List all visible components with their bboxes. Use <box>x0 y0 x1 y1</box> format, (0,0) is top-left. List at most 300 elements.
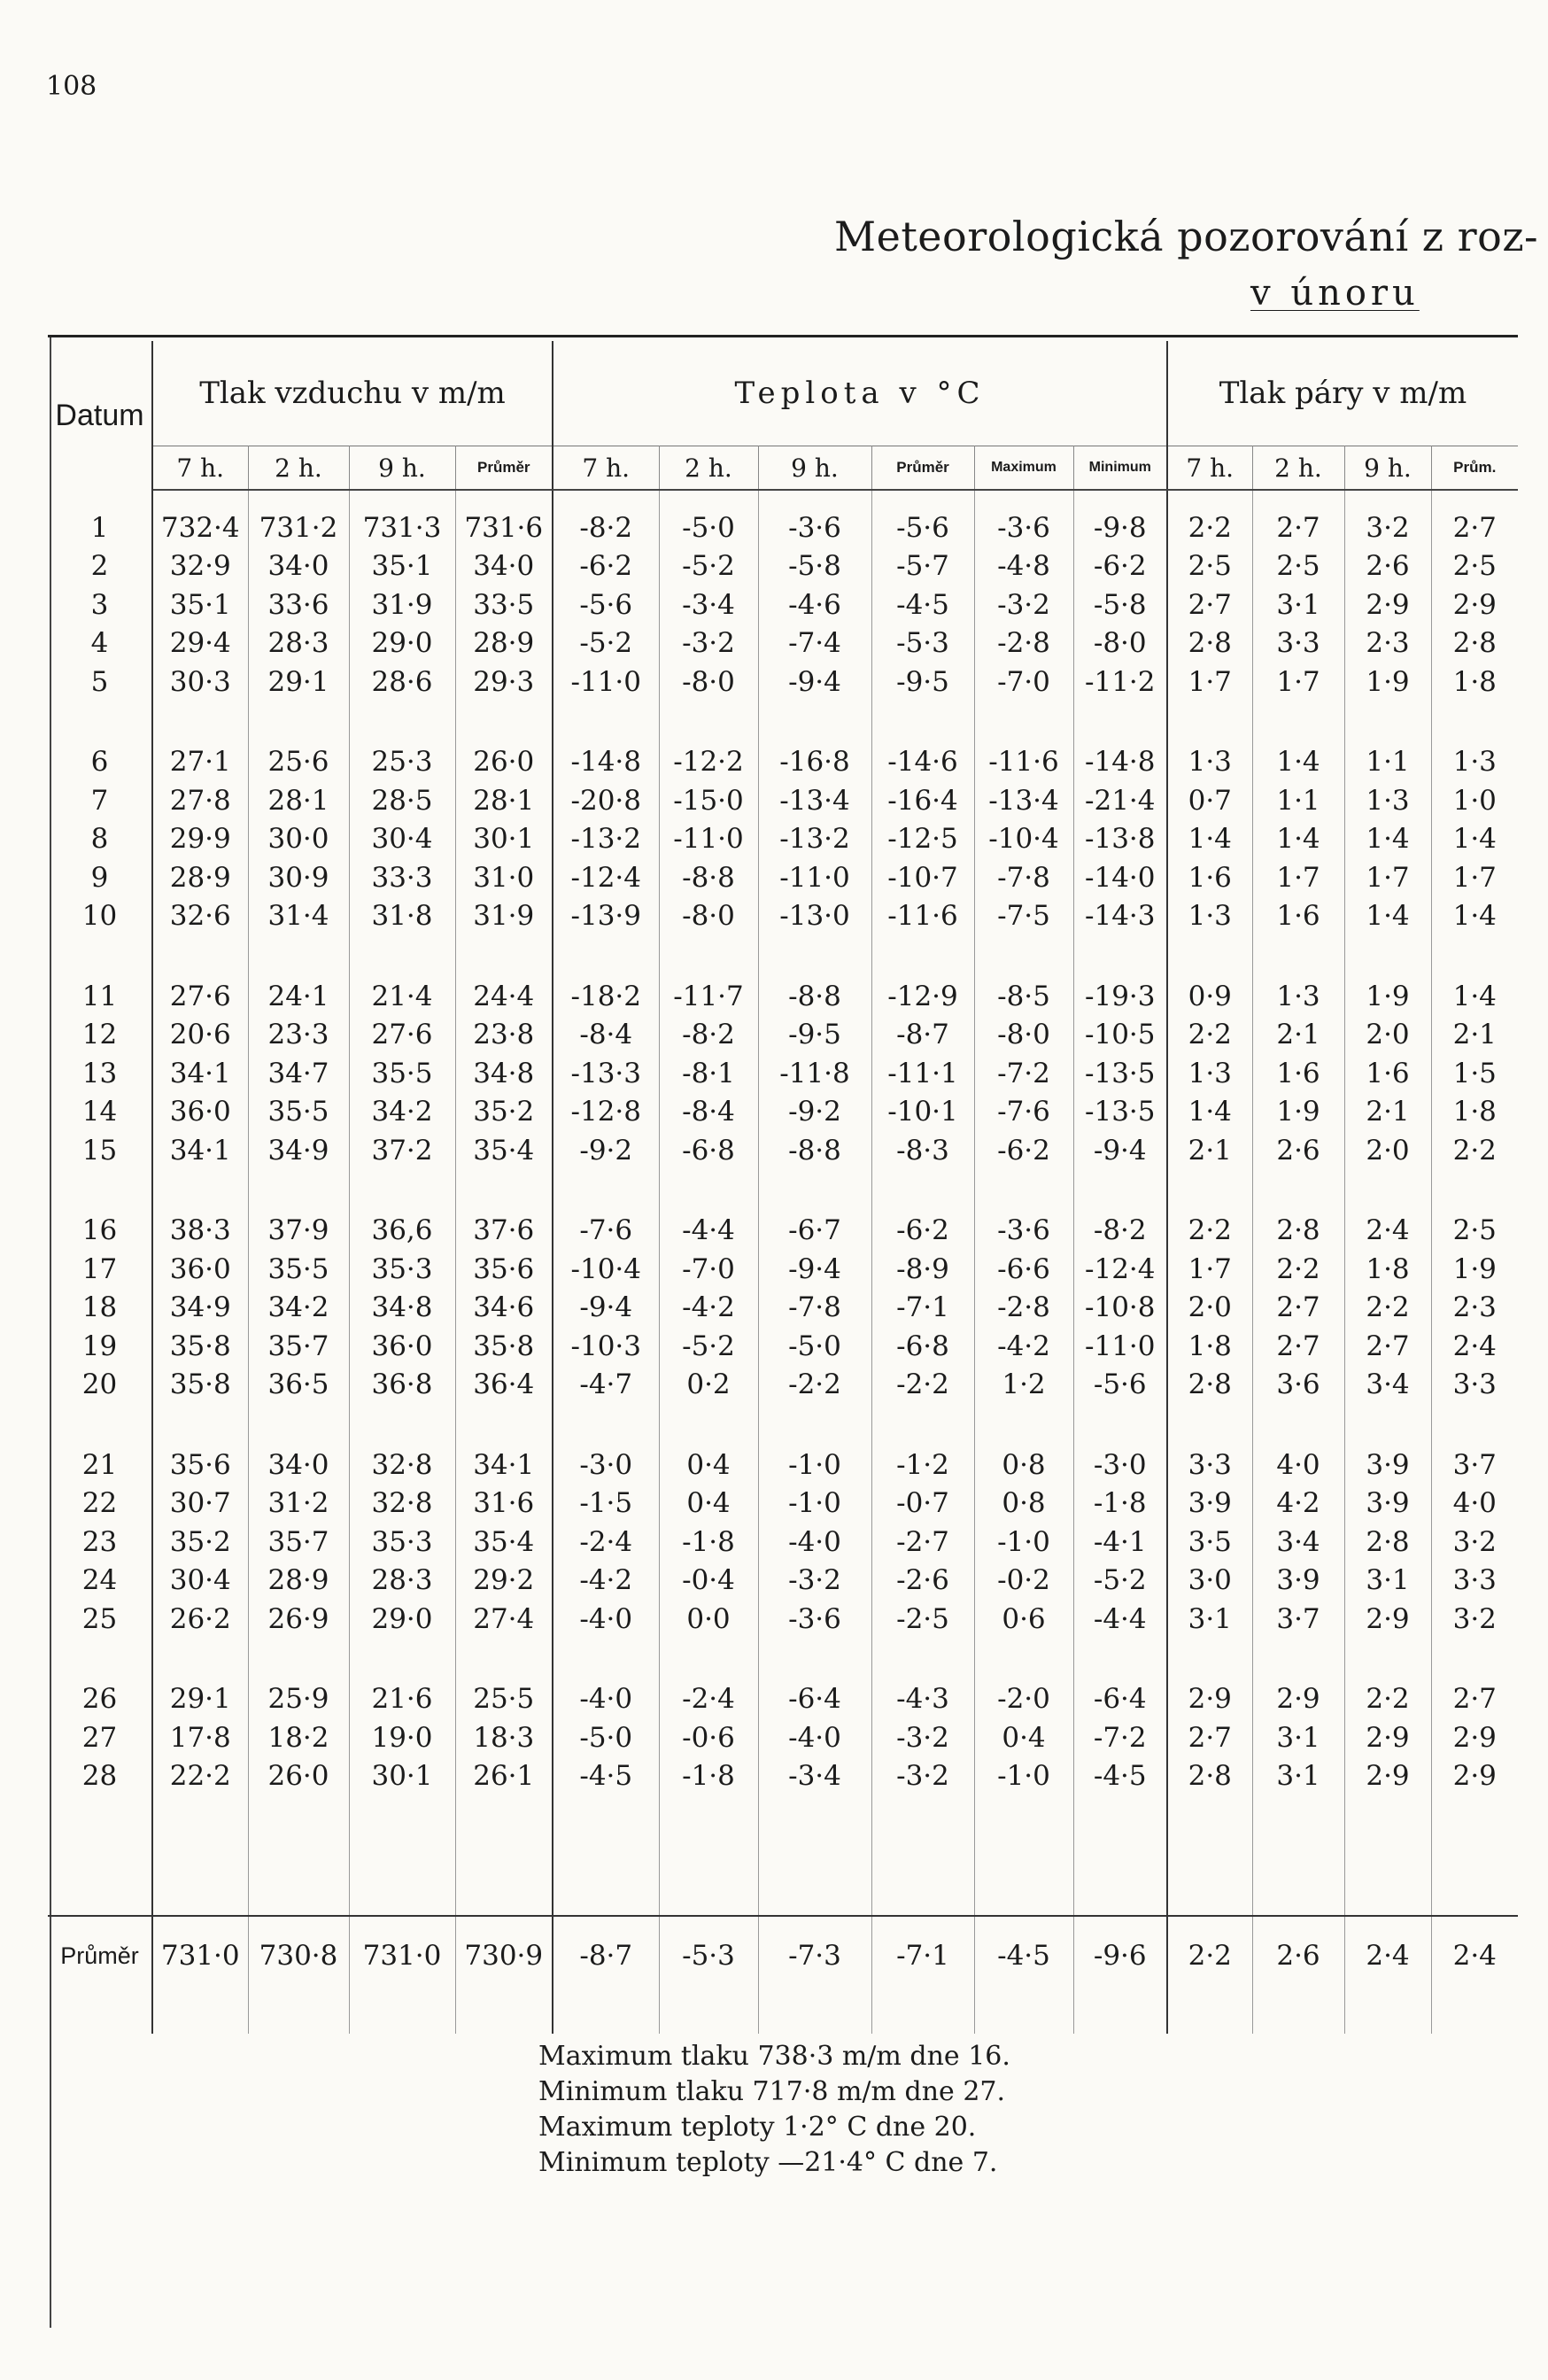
spacer-cell <box>758 1404 871 1446</box>
spacer-cell <box>1073 1795 1167 1916</box>
value-cell: 0·9 <box>1167 977 1252 1016</box>
value-cell: -5·8 <box>1073 585 1167 624</box>
value-cell: 2·0 <box>1344 1131 1431 1170</box>
value-cell: 2·2 <box>1344 1680 1431 1719</box>
value-cell: -6·8 <box>659 1131 758 1170</box>
day-cell: 8 <box>48 820 152 859</box>
value-cell: -9·2 <box>553 1131 659 1170</box>
value-cell: -6·4 <box>1073 1680 1167 1719</box>
value-cell: -13·5 <box>1073 1093 1167 1132</box>
total-value: 2·4 <box>1431 1916 1518 1995</box>
day-cell: 10 <box>48 897 152 936</box>
spacer-cell <box>974 1404 1073 1446</box>
value-cell: 36·0 <box>152 1093 248 1132</box>
table-row <box>48 1366 1518 1405</box>
value-cell: 35·3 <box>349 1523 455 1562</box>
value-cell: 29·0 <box>349 624 455 663</box>
value-cell: 37·6 <box>455 1212 553 1251</box>
value-cell: -9·5 <box>871 663 974 702</box>
value-cell: 32·8 <box>349 1485 455 1523</box>
top-spacer <box>48 490 1518 508</box>
value-cell: -13·2 <box>758 820 871 859</box>
value-cell: 37·2 <box>349 1131 455 1170</box>
value-cell: -8·0 <box>659 663 758 702</box>
value-cell: -8·4 <box>553 1016 659 1055</box>
value-cell: 31·2 <box>248 1485 349 1523</box>
value-cell: 1·6 <box>1252 1054 1344 1093</box>
tail-cell <box>349 1995 455 2034</box>
table-row <box>48 1562 1518 1601</box>
total-value: -9·6 <box>1073 1916 1167 1995</box>
value-cell: 0·4 <box>659 1446 758 1485</box>
value-cell: 24·4 <box>455 977 553 1016</box>
value-cell: -4·0 <box>758 1718 871 1757</box>
value-cell: 34·7 <box>248 1054 349 1093</box>
day-cell: 18 <box>48 1289 152 1328</box>
value-cell: 2·2 <box>1167 1016 1252 1055</box>
table-row <box>48 1212 1518 1251</box>
value-cell: 3·3 <box>1167 1446 1252 1485</box>
value-cell: -21·4 <box>1073 781 1167 820</box>
value-cell: 29·1 <box>152 1680 248 1719</box>
value-cell: 3·1 <box>1252 1718 1344 1757</box>
day-cell: 14 <box>48 1093 152 1132</box>
table-row <box>48 585 1518 624</box>
day-cell: 21 <box>48 1446 152 1485</box>
value-cell: -1·0 <box>974 1523 1073 1562</box>
value-cell: 30·1 <box>455 820 553 859</box>
value-cell: 3·7 <box>1252 1600 1344 1639</box>
spacer-cell <box>349 935 455 977</box>
value-cell: 2·0 <box>1167 1289 1252 1328</box>
spacer-cell <box>553 935 659 977</box>
spacer-cell <box>1431 1639 1518 1680</box>
value-cell: -2·8 <box>974 1289 1073 1328</box>
day-cell: 28 <box>48 1757 152 1796</box>
value-cell: -4·2 <box>659 1289 758 1328</box>
vapor-group-header: Tlak páry v m/m <box>1219 376 1467 411</box>
value-cell: 29·9 <box>152 820 248 859</box>
day-cell: 24 <box>48 1562 152 1601</box>
value-cell: 0·4 <box>659 1485 758 1523</box>
value-cell: 35·8 <box>152 1327 248 1366</box>
spacer-cell <box>48 1795 152 1916</box>
value-cell: 27·6 <box>349 1016 455 1055</box>
spacer-cell <box>553 1404 659 1446</box>
spacer-cell <box>152 1170 248 1212</box>
value-cell: -5·6 <box>871 508 974 547</box>
value-cell: 2·9 <box>1344 585 1431 624</box>
spacer-cell <box>455 1404 553 1446</box>
spacer-cell <box>455 935 553 977</box>
value-cell: -7·5 <box>974 897 1073 936</box>
value-cell: 26·9 <box>248 1600 349 1639</box>
table-row <box>48 1131 1518 1170</box>
spacer-cell <box>974 702 1073 743</box>
value-cell: 2·6 <box>1344 547 1431 586</box>
value-cell: 3·6 <box>1252 1366 1344 1405</box>
value-cell: 0·7 <box>1167 781 1252 820</box>
value-cell: 1·4 <box>1452 980 1497 1012</box>
day-cell: 17 <box>48 1250 152 1289</box>
value-cell: 731·3 <box>349 508 455 547</box>
value-cell: 1·4 <box>1452 900 1497 933</box>
day-cell: 26 <box>48 1680 152 1719</box>
tail-cell <box>758 1995 871 2034</box>
spacer-cell <box>974 1795 1073 1916</box>
value-cell: 2·2 <box>1167 1212 1252 1251</box>
day-cell: 19 <box>48 1327 152 1366</box>
spacer-cell <box>1167 935 1252 977</box>
value-cell: 2·5 <box>1452 1214 1497 1247</box>
value-cell: 31·8 <box>349 897 455 936</box>
table-row <box>48 820 1518 859</box>
value-cell: -8·1 <box>659 1054 758 1093</box>
value-cell: -14·3 <box>1073 897 1167 936</box>
value-cell: 732·4 <box>152 508 248 547</box>
value-cell: -5·7 <box>871 547 974 586</box>
value-cell: -3·6 <box>974 1212 1073 1251</box>
value-cell: 2·9 <box>1452 588 1497 621</box>
value-cell: 1·3 <box>1167 1054 1252 1093</box>
value-cell: 30·0 <box>248 820 349 859</box>
value-cell: 2·3 <box>1344 624 1431 663</box>
value-cell: 31·6 <box>455 1485 553 1523</box>
totals-label: Průměr <box>48 1916 152 1995</box>
value-cell: 25·3 <box>349 743 455 782</box>
value-cell: -4·4 <box>1073 1600 1167 1639</box>
value-cell: 1·7 <box>1452 861 1497 894</box>
value-cell: 2·7 <box>1344 1327 1431 1366</box>
total-value: 730·9 <box>455 1916 553 1995</box>
value-cell: -13·4 <box>974 781 1073 820</box>
value-cell: -10·8 <box>1073 1289 1167 1328</box>
value-cell: 1·5 <box>1452 1057 1497 1089</box>
value-cell: -11·7 <box>659 977 758 1016</box>
value-cell: 22·2 <box>152 1757 248 1796</box>
value-cell: 1·3 <box>1344 781 1431 820</box>
spacer-cell <box>758 490 871 508</box>
page-title: Meteorologická pozorování z roz- <box>834 213 1539 260</box>
value-cell: -8·7 <box>871 1016 974 1055</box>
value-cell: 4·0 <box>1452 1487 1497 1520</box>
value-cell: 35·7 <box>248 1523 349 1562</box>
spacer-cell <box>248 1170 349 1212</box>
value-cell: 23·3 <box>248 1016 349 1055</box>
value-cell: 1·4 <box>1252 820 1344 859</box>
value-cell: -1·0 <box>974 1757 1073 1796</box>
value-cell: 35·8 <box>455 1327 553 1366</box>
day-cell: 27 <box>48 1718 152 1757</box>
table-row <box>48 897 1518 936</box>
value-cell: -10·4 <box>974 820 1073 859</box>
value-cell: -8·2 <box>659 1016 758 1055</box>
tail-cell <box>1431 1995 1518 2034</box>
value-cell: 2·7 <box>1452 511 1497 544</box>
table-row <box>48 1093 1518 1132</box>
group-spacer <box>48 1795 1518 1916</box>
value-cell: 0·0 <box>659 1600 758 1639</box>
spacer-cell <box>871 1170 974 1212</box>
spacer-cell <box>659 1639 758 1680</box>
value-cell: -6·7 <box>758 1212 871 1251</box>
pressure-col-9h: 9 h. <box>349 446 455 491</box>
tail-cell <box>48 1995 152 2034</box>
pressure-col-mean: Průměr <box>455 446 553 491</box>
value-cell: 29·1 <box>248 663 349 702</box>
value-cell: 36·8 <box>349 1366 455 1405</box>
value-cell: -4·2 <box>553 1562 659 1601</box>
spacer-cell <box>974 490 1073 508</box>
spacer-cell <box>48 1170 152 1212</box>
value-cell: 1·4 <box>1344 820 1431 859</box>
value-cell: 34·1 <box>152 1131 248 1170</box>
spacer-cell <box>1344 702 1431 743</box>
value-cell: -8·8 <box>758 977 871 1016</box>
value-cell: 35·2 <box>152 1523 248 1562</box>
value-cell: 31·9 <box>349 585 455 624</box>
value-cell: 35·4 <box>455 1131 553 1170</box>
value-cell: 28·3 <box>349 1562 455 1601</box>
value-cell: 1·3 <box>1252 977 1344 1016</box>
value-cell: -9·2 <box>758 1093 871 1132</box>
value-cell: -3·4 <box>659 585 758 624</box>
value-cell: -4·8 <box>974 547 1073 586</box>
day-cell: 11 <box>48 977 152 1016</box>
value-cell: 36·0 <box>152 1250 248 1289</box>
value-cell: 34·0 <box>248 1446 349 1485</box>
spacer-cell <box>553 490 659 508</box>
day-cell: 5 <box>48 663 152 702</box>
value-cell: 28·9 <box>248 1562 349 1601</box>
spacer-cell <box>1167 1795 1252 1916</box>
value-cell: -5·3 <box>871 624 974 663</box>
spacer-cell <box>349 1795 455 1916</box>
value-cell: -4·6 <box>758 585 871 624</box>
value-cell: -19·3 <box>1073 977 1167 1016</box>
spacer-cell <box>1252 490 1344 508</box>
value-cell: 30·3 <box>152 663 248 702</box>
value-cell: -11·0 <box>659 820 758 859</box>
value-cell: 34·0 <box>455 547 553 586</box>
spacer-cell <box>974 1170 1073 1212</box>
value-cell: 3·9 <box>1344 1485 1431 1523</box>
value-cell: 1·4 <box>1452 823 1497 856</box>
value-cell: -5·2 <box>659 1327 758 1366</box>
spacer-cell <box>553 1639 659 1680</box>
value-cell: -6·2 <box>871 1212 974 1251</box>
value-cell: 35·6 <box>455 1250 553 1289</box>
value-cell: -5·2 <box>553 624 659 663</box>
value-cell: 35·5 <box>349 1054 455 1093</box>
value-cell: -5·8 <box>758 547 871 586</box>
value-cell: 32·6 <box>152 897 248 936</box>
value-cell: -0·7 <box>871 1485 974 1523</box>
value-cell: 1·4 <box>1252 743 1344 782</box>
day-cell: 25 <box>48 1600 152 1639</box>
value-cell: 34·2 <box>349 1093 455 1132</box>
day-cell: 22 <box>48 1485 152 1523</box>
value-cell: 33·3 <box>349 858 455 897</box>
spacer-cell <box>871 702 974 743</box>
day-cell: 12 <box>48 1016 152 1055</box>
value-cell: -0·4 <box>659 1562 758 1601</box>
value-cell: 0·8 <box>974 1485 1073 1523</box>
value-cell: -1·5 <box>553 1485 659 1523</box>
spacer-cell <box>758 1170 871 1212</box>
value-cell: -10·1 <box>871 1093 974 1132</box>
day-cell: 2 <box>48 547 152 586</box>
value-cell: 1·4 <box>1344 897 1431 936</box>
spacer-cell <box>455 490 553 508</box>
value-cell: -13·0 <box>758 897 871 936</box>
value-cell: 2·8 <box>1252 1212 1344 1251</box>
value-cell: -14·0 <box>1073 858 1167 897</box>
value-cell: -7·0 <box>659 1250 758 1289</box>
value-cell: 21·4 <box>349 977 455 1016</box>
value-cell: -4·0 <box>758 1523 871 1562</box>
value-cell: 2·9 <box>1252 1680 1344 1719</box>
group-spacer <box>48 935 1518 977</box>
value-cell: -11·1 <box>871 1054 974 1093</box>
spacer-cell <box>455 702 553 743</box>
spacer-cell <box>248 935 349 977</box>
total-value: -7·3 <box>758 1916 871 1995</box>
value-cell: -18·2 <box>553 977 659 1016</box>
total-value: -4·5 <box>974 1916 1073 1995</box>
value-cell: -6·2 <box>1073 547 1167 586</box>
value-cell: 1·9 <box>1344 977 1431 1016</box>
value-cell: -3·6 <box>758 1600 871 1639</box>
spacer-cell <box>48 1404 152 1446</box>
value-cell: -2·2 <box>758 1366 871 1405</box>
spacer-cell <box>1344 935 1431 977</box>
value-cell: -6·2 <box>553 547 659 586</box>
value-cell: -3·6 <box>974 508 1073 547</box>
value-cell: 2·7 <box>1252 1289 1344 1328</box>
value-cell: -8·9 <box>871 1250 974 1289</box>
value-cell: 28·9 <box>152 858 248 897</box>
spacer-cell <box>1252 1639 1344 1680</box>
value-cell: -1·8 <box>659 1757 758 1796</box>
day-cell: 3 <box>48 585 152 624</box>
table-row <box>48 1680 1518 1719</box>
value-cell: 2·5 <box>1252 547 1344 586</box>
spacer-cell <box>871 1404 974 1446</box>
value-cell: 18·3 <box>455 1718 553 1757</box>
value-cell: -4·4 <box>659 1212 758 1251</box>
group-spacer <box>48 702 1518 743</box>
spacer-cell <box>1344 1639 1431 1680</box>
total-value: 2·2 <box>1167 1916 1252 1995</box>
summary-line-min-pressure: Minimum tlaku 717·8 m/m dne 27. <box>538 2076 1006 2107</box>
value-cell: -7·2 <box>1073 1718 1167 1757</box>
value-cell: -8·3 <box>871 1131 974 1170</box>
value-cell: -12·4 <box>553 858 659 897</box>
value-cell: -8·8 <box>659 858 758 897</box>
value-cell: -8·0 <box>974 1016 1073 1055</box>
value-cell: 1·9 <box>1344 663 1431 702</box>
value-cell: -2·4 <box>659 1680 758 1719</box>
value-cell: 1·0 <box>1452 784 1497 817</box>
value-cell: 3·4 <box>1252 1523 1344 1562</box>
spacer-cell <box>871 490 974 508</box>
value-cell: 32·8 <box>349 1446 455 1485</box>
spacer-cell <box>152 1795 248 1916</box>
value-cell: 2·1 <box>1167 1131 1252 1170</box>
page-subtitle: v únoru <box>1250 273 1420 314</box>
value-cell: -4·3 <box>871 1680 974 1719</box>
tail-cell <box>1167 1995 1252 2034</box>
spacer-cell <box>248 1639 349 1680</box>
day-cell: 20 <box>48 1366 152 1405</box>
value-cell: 2·9 <box>1344 1718 1431 1757</box>
value-cell: -5·2 <box>1073 1562 1167 1601</box>
total-value: 730·8 <box>248 1916 349 1995</box>
tail-cell <box>871 1995 974 2034</box>
value-cell: 31·9 <box>455 897 553 936</box>
table-row <box>48 1446 1518 1485</box>
table-row <box>48 781 1518 820</box>
vapor-col-mean: Prům. <box>1431 446 1518 491</box>
value-cell: -8·8 <box>758 1131 871 1170</box>
value-cell: -9·4 <box>1073 1131 1167 1170</box>
spacer-cell <box>455 1639 553 1680</box>
tail-cell <box>455 1995 553 2034</box>
value-cell: -5·6 <box>1073 1366 1167 1405</box>
spacer-cell <box>248 1404 349 1446</box>
spacer-cell <box>553 1795 659 1916</box>
value-cell: -14·8 <box>553 743 659 782</box>
value-cell: 2·8 <box>1167 624 1252 663</box>
tail-cell <box>553 1995 659 2034</box>
value-cell: 1·6 <box>1344 1054 1431 1093</box>
group-spacer <box>48 1404 1518 1446</box>
value-cell: -15·0 <box>659 781 758 820</box>
datum-header: Datum <box>48 341 152 490</box>
value-cell: -1·2 <box>871 1446 974 1485</box>
value-cell: -5·0 <box>553 1718 659 1757</box>
value-cell: 3·2 <box>1452 1525 1497 1558</box>
value-cell: 2·4 <box>1452 1330 1497 1362</box>
spacer-cell <box>152 1639 248 1680</box>
value-cell: -2·8 <box>974 624 1073 663</box>
spacer-cell <box>758 702 871 743</box>
value-cell: -0·2 <box>974 1562 1073 1601</box>
value-cell: 30·1 <box>349 1757 455 1796</box>
value-cell: -7·8 <box>758 1289 871 1328</box>
value-cell: 24·1 <box>248 977 349 1016</box>
value-cell: -3·0 <box>1073 1446 1167 1485</box>
spacer-cell <box>1344 490 1431 508</box>
value-cell: -11·6 <box>871 897 974 936</box>
value-cell: 28·1 <box>455 781 553 820</box>
table-row <box>48 1718 1518 1757</box>
spacer-cell <box>1073 935 1167 977</box>
temp-col-2h: 2 h. <box>659 446 758 491</box>
temp-col-mean: Průměr <box>871 446 974 491</box>
value-cell: 1·4 <box>1167 820 1252 859</box>
temperature-group-header: Teplota v °C <box>553 341 1167 446</box>
day-cell: 16 <box>48 1212 152 1251</box>
value-cell: 25·6 <box>248 743 349 782</box>
value-cell: 1·1 <box>1252 781 1344 820</box>
spacer-cell <box>1431 1795 1518 1916</box>
value-cell: 4·2 <box>1252 1485 1344 1523</box>
value-cell: 2·0 <box>1344 1016 1431 1055</box>
value-cell: 35·5 <box>248 1093 349 1132</box>
spacer-cell <box>871 935 974 977</box>
